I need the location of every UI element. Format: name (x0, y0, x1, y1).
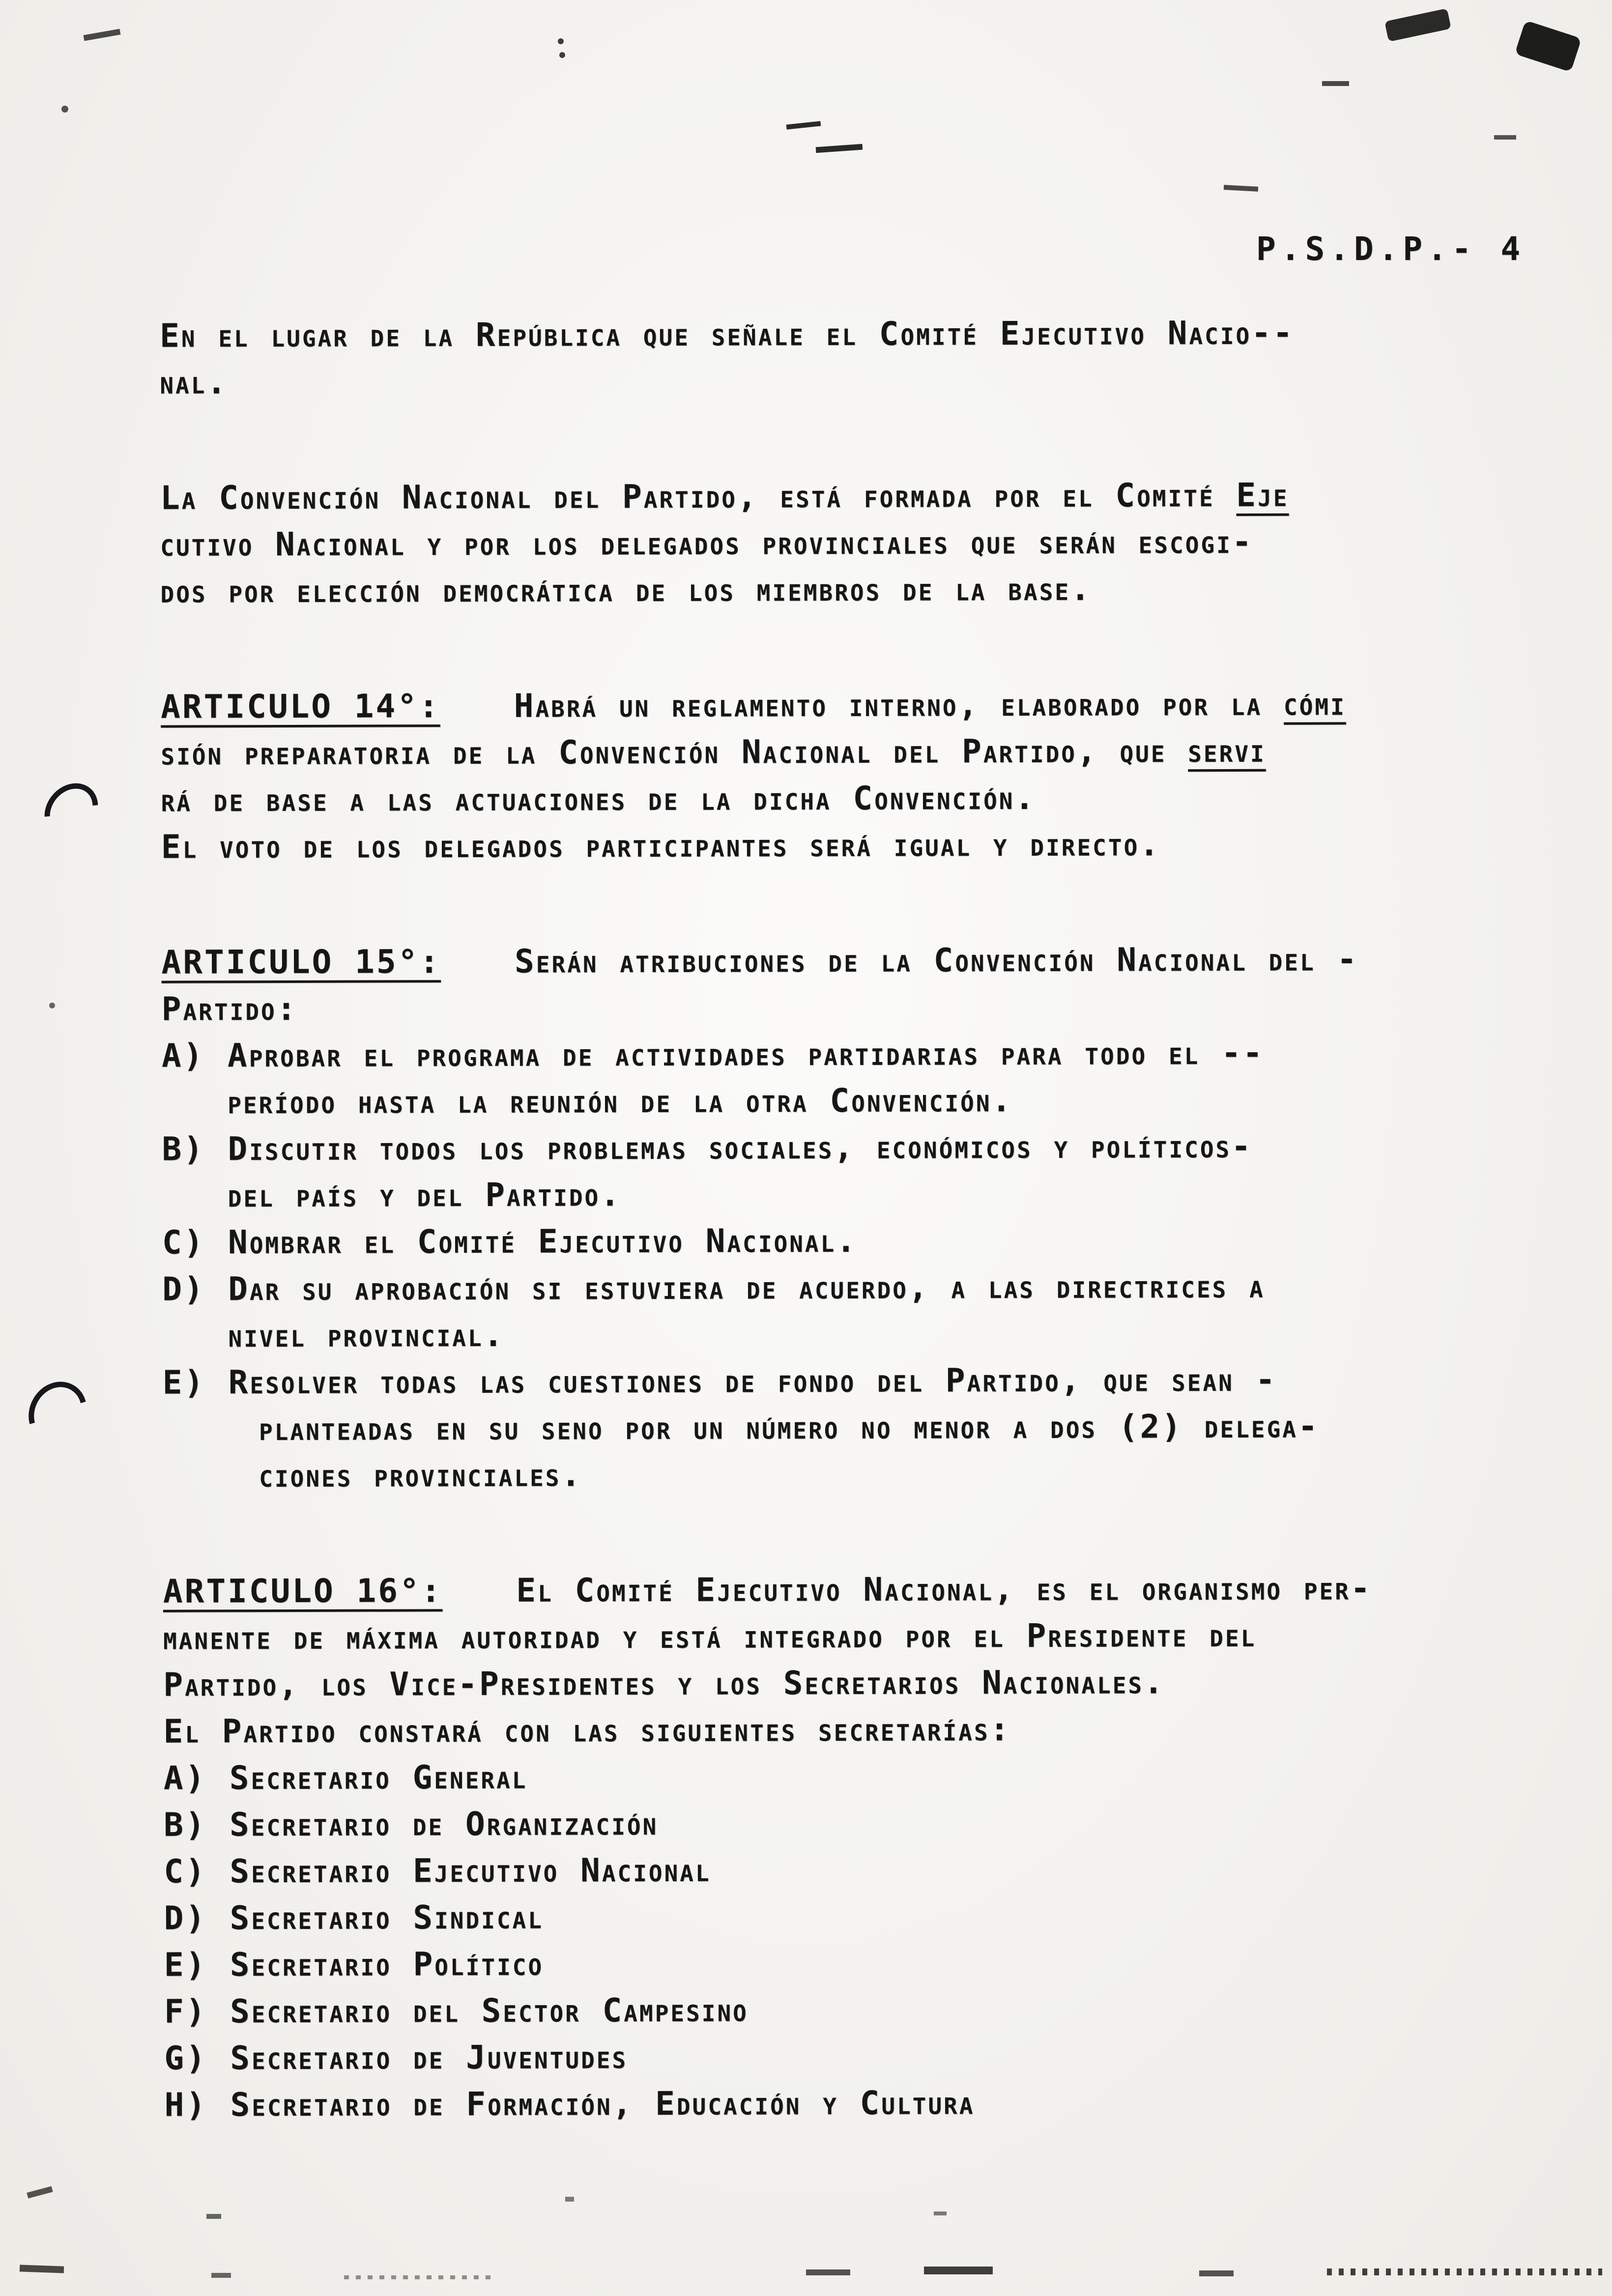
item-marker: F) (164, 1992, 207, 2031)
scan-noise-strip (211, 2273, 231, 2278)
item-text (230, 1798, 1550, 1848)
scan-artifact-dash (1494, 135, 1516, 140)
item-text (230, 1891, 1550, 1941)
article-15-list (162, 1029, 1549, 1499)
scan-noise-strip (924, 2267, 993, 2274)
text-line: Secretario Político (230, 1945, 544, 1984)
text-line: Secretario General (229, 1758, 528, 1797)
scan-artifact-dash (1322, 81, 1349, 86)
list-item-f (164, 1984, 1550, 2035)
list-item-a (162, 1029, 1548, 1125)
item-text (230, 1984, 1550, 2035)
article-16-list (164, 1751, 1551, 2128)
page-code: P.S.D.P.- 4 (1256, 230, 1526, 268)
list-item-b (164, 1798, 1550, 1848)
text-line: Secretario Sindical (230, 1898, 544, 1937)
list-item-e (163, 1355, 1549, 1499)
text-line: período hasta la reunión de la otra Convención. (228, 1081, 1013, 1121)
item-text (230, 2031, 1550, 2081)
text-line: Nombrar el Comité Ejecutivo Nacional. (228, 1221, 858, 1262)
text-line: nal. (160, 363, 229, 402)
item-text (228, 1215, 1548, 1265)
item-marker: E) (164, 1946, 207, 1984)
text-line: del país y del Partido. (228, 1176, 622, 1215)
item-text (229, 1355, 1549, 1499)
scan-noise-strip (806, 2269, 850, 2275)
paragraph-lugar-republica (160, 309, 1546, 405)
text-line: Secretario del Sector Campesino (230, 1991, 748, 2031)
item-text (230, 1751, 1550, 1801)
text-line: Aprobar el programa de actividades partidarias para todo el -- (227, 1033, 1265, 1075)
pen-mark-curve (18, 1372, 98, 1455)
text-run: La Convención Nacional del Partido, está formada por el Comité (160, 476, 1237, 517)
scan-artifact-dash (84, 29, 121, 41)
article-16-heading: ARTICULO 16°: (163, 1572, 443, 1610)
text-line: El voto de los delegados participantes será igual y directo. (161, 825, 1161, 866)
item-text (228, 1122, 1548, 1219)
item-text (230, 1844, 1550, 1894)
text-line (163, 1564, 1549, 1614)
scan-artifact-dash (206, 2214, 221, 2219)
scan-artifact-dash (1224, 185, 1258, 192)
list-item-b (162, 1122, 1548, 1219)
item-marker: E) (162, 1363, 206, 1402)
item-marker: C) (164, 1852, 207, 1891)
text-line: ciones provinciales. (259, 1456, 583, 1495)
scan-artifact-dash (786, 121, 821, 129)
text-line: Partido, los Vice-Presidentes y los Secretarios Nacionales. (163, 1663, 1165, 1704)
paragraph-convencion-nacional (160, 471, 1547, 614)
text-line (161, 680, 1547, 730)
list-item-h (164, 2078, 1550, 2128)
list-item-e (164, 1938, 1550, 1988)
scan-artifact-blob (1515, 20, 1582, 72)
text-line (160, 471, 1546, 521)
scan-artifact-blob (1384, 8, 1451, 42)
item-marker: C) (162, 1223, 205, 1262)
text-line: nivel provincial. (228, 1316, 505, 1355)
article-15-heading: ARTICULO 15°: (161, 943, 441, 981)
item-marker: G) (164, 2039, 207, 2077)
text-line: cutivo Nacional y por los delegados provinciales que serán escogi- (160, 522, 1254, 564)
hyphenation-underline: servi (1188, 731, 1266, 770)
list-item-c (162, 1215, 1548, 1265)
scan-noise-strip (344, 2275, 491, 2279)
text-line: dos por elección democrática de los miembros de la base. (160, 570, 1092, 610)
scan-noise-strip (1327, 2268, 1602, 2275)
list-item-g (164, 2031, 1550, 2081)
scan-artifact-dot (61, 106, 68, 113)
item-marker: A) (163, 1759, 207, 1797)
item-marker: D) (164, 1899, 207, 1937)
article-14 (161, 680, 1547, 870)
item-marker: H) (164, 2086, 208, 2124)
article-16 (163, 1564, 1551, 2128)
text-line: El Partido constará con las siguientes secretarías: (163, 1710, 1011, 1751)
item-text (228, 1029, 1548, 1125)
item-marker: B) (162, 1130, 205, 1168)
text-run: Serán atribuciones de la Convención Nacional del - (514, 940, 1359, 980)
list-item-d (164, 1891, 1550, 1941)
document-content (160, 309, 1551, 2197)
item-marker: D) (162, 1270, 205, 1308)
text-line (161, 726, 1547, 776)
text-line (161, 935, 1547, 985)
pen-mark-curve (33, 773, 109, 849)
list-item-a (164, 1751, 1550, 1801)
text-line: En el lugar de la República que señale el Comité Ejecutivo Nacio-- (160, 314, 1295, 355)
article-15 (161, 935, 1549, 1499)
scan-artifact-dash (27, 2186, 53, 2198)
item-marker: A) (161, 1036, 205, 1075)
list-item-c (164, 1844, 1550, 1894)
scan-noise-strip (1199, 2270, 1234, 2276)
list-item-d (162, 1262, 1548, 1359)
text-line: manente de máxima autoridad y está integrado por el Presidente del (163, 1616, 1257, 1657)
item-text (228, 1262, 1548, 1359)
text-line: Resolver todas las cuestiones de fondo del Partido, que sean - (228, 1360, 1277, 1402)
scan-artifact-dot (49, 1003, 55, 1008)
text-line: Secretario de Organización (229, 1805, 659, 1844)
hyphenation-underline: Eje (1236, 476, 1289, 514)
item-text (230, 2078, 1550, 2128)
item-marker: B) (163, 1806, 207, 1844)
item-text (230, 1938, 1550, 1988)
scan-artifact-colon (558, 38, 564, 44)
text-run: Habrá un reglamento interno, elaborado por la (514, 685, 1284, 725)
scan-artifact-dash (565, 2197, 574, 2202)
text-line: Dar su aprobación si estuviera de acuerdo, a las directrices a (228, 1267, 1265, 1308)
text-line: Discutir todos los problemas sociales, económicos y políticos- (228, 1127, 1253, 1168)
article-14-heading: ARTICULO 14°: (160, 687, 440, 726)
scan-noise-strip (20, 2265, 64, 2273)
text-line: Secretario de Juventudes (230, 2038, 628, 2077)
scan-artifact-dash (816, 144, 863, 153)
text-line: planteadas en su seno por un número no menor a dos (2) delega- (259, 1407, 1320, 1448)
text-line: rá de base a las actuaciones de la dicha Convención. (161, 779, 1036, 819)
text-line: Secretario de Formación, Educación y Cultura (230, 2084, 975, 2124)
text-line: Secretario Ejecutivo Nacional (230, 1851, 711, 1891)
text-run: El Comité Ejecutivo Nacional, es el organismo per- (516, 1569, 1372, 1609)
text-run: sión preparatoria de la Convención Nacional del Partido, que (161, 732, 1188, 773)
hyphenation-underline: cómi (1283, 685, 1346, 723)
text-line: Partido: (161, 989, 298, 1028)
scan-artifact-dash (934, 2211, 947, 2215)
